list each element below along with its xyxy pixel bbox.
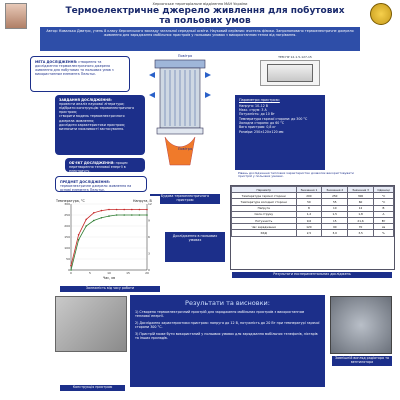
- result-item: 2) Досліджено характеристики пристрою: напруга до 12 В, потужність до 20 Вт при температурі гарячої сторони 300 °C.: [135, 320, 320, 330]
- x-axis-label: Час, хв: [102, 276, 116, 280]
- module-label: TEM HP 12-1.5-127-15: [278, 55, 312, 59]
- author-photo: [5, 3, 27, 29]
- y-axis-label: Температура, °C: [56, 199, 85, 203]
- task-item: дослідити характеристики пристрою;: [59, 122, 126, 127]
- organization: Херсонське територіальне відділення МАН України: [152, 2, 248, 6]
- table-cell: Вт: [373, 217, 393, 223]
- param-item: Потужність: до 10 Вт: [239, 112, 275, 117]
- table-cell: 1,5: [322, 211, 348, 217]
- results-box: [130, 295, 325, 387]
- data-point-U: [146, 214, 148, 216]
- table-cell: 120: [296, 224, 322, 230]
- data-point-T: [131, 209, 133, 211]
- table-cell: ККД: [232, 230, 297, 236]
- table-cell: 3,5: [348, 230, 374, 236]
- data-point-T: [78, 234, 80, 236]
- data-point-T: [139, 209, 141, 211]
- radiator-fan-caption: Зовнішній вигляд радіатора та вентилятора: [332, 356, 392, 366]
- y-tick-label: 0: [68, 268, 70, 272]
- series-line-T: [71, 210, 147, 266]
- construction-photo: [55, 296, 127, 352]
- result-item: 3) Пристрій може бути використаний у польових умовах для заряджання мобільних телефонів, ліхтарів та інших приладів.: [135, 331, 318, 340]
- table-cell: хв: [373, 224, 393, 230]
- table-cell: Температура гарячої сторони: [232, 193, 297, 199]
- result-item: 1) Створено термоелектричний пристрій для заряджання мобільних пристроїв з використанням теплової енергії.: [135, 309, 305, 319]
- data-point-U: [131, 214, 133, 216]
- table-cell: °C: [373, 199, 393, 205]
- data-point-U: [101, 217, 103, 219]
- table-cell: 60: [348, 199, 374, 205]
- y2-tick-label: 9: [148, 218, 150, 223]
- y-tick-label: 50: [66, 257, 70, 261]
- table-header-cell: Значення 1: [296, 187, 322, 193]
- y2-tick-label: 3: [148, 251, 150, 256]
- air-label-bottom: Повітря: [177, 147, 193, 151]
- data-point-U: [93, 220, 95, 222]
- table-header-cell: Одиниці: [373, 187, 393, 193]
- tasks-label: ЗАВДАННЯ ДОСЛІДЖЕННЯ:: [59, 98, 112, 102]
- x-tick-label: 0: [70, 271, 72, 275]
- y2-tick-label: 0: [148, 268, 150, 272]
- table-cell: 90: [322, 224, 348, 230]
- y2-tick-label: 12: [148, 202, 152, 206]
- table-cell: Температура холодної сторони: [232, 199, 297, 205]
- x-tick-label: 10: [107, 271, 111, 275]
- param-item: Макс. струм: 3 А: [239, 108, 267, 113]
- table-cell: В: [373, 205, 393, 211]
- task-item: підібрати конструкцію термоелектричного пристрою;: [59, 106, 135, 115]
- table-cell: 8: [296, 205, 322, 211]
- radiator-fan-photo: [330, 296, 392, 354]
- table-caption: Результати експериментальних досліджень: [232, 272, 392, 278]
- chart-caption: Залежність від часу роботи: [60, 286, 160, 292]
- y-tick-label: 150: [64, 235, 70, 239]
- table-cell: 300: [348, 193, 374, 199]
- data-point-T: [85, 219, 87, 221]
- table-cell: 15: [322, 217, 348, 223]
- table-header-cell: Параметр: [232, 187, 297, 193]
- y-tick-label: 100: [64, 246, 70, 250]
- param-item: Температура гарячої сторони: до 300 °C: [239, 116, 308, 121]
- table-cell: °C: [373, 193, 393, 199]
- data-point-T: [101, 210, 103, 212]
- peltier-module-icon: [267, 64, 313, 82]
- param-item: Вага пристрою: 0,8 кг: [239, 125, 276, 130]
- x-tick-label: 5: [89, 271, 91, 275]
- series-line-U: [71, 215, 147, 270]
- param-item: Холодна сторона: до 60 °C: [239, 120, 285, 125]
- temperature-voltage-chart: [55, 196, 160, 286]
- object-label: ОБ'ЄКТ ДОСЛІДЖЕННЯ:: [69, 161, 115, 165]
- table-cell: А: [373, 211, 393, 217]
- table-cell: 3,0: [322, 230, 348, 236]
- task-item: провести аналіз наукової літератури;: [59, 102, 125, 107]
- data-point-U: [78, 239, 80, 241]
- data-point-U: [108, 215, 110, 217]
- object-box: [65, 158, 145, 172]
- construction-photo-caption: Конструкція пристрою: [60, 385, 125, 391]
- results-table-box: [230, 185, 395, 270]
- objective-text: створення та дослідження термоелектричного джерела живлення для побутових та польових умов з використанням елемента Пельтьє.: [35, 60, 114, 77]
- radiator-top: [155, 60, 205, 68]
- table-cell: Сила струму: [232, 211, 297, 217]
- subject-text: термоелектричне джерело живлення на основі елемента Пельтьє.: [60, 184, 132, 193]
- data-point-T: [123, 209, 125, 211]
- table-cell: 12: [348, 205, 374, 211]
- x-tick-label: 15: [126, 271, 130, 275]
- table-cell: Напруга: [232, 205, 297, 211]
- objective-box: [30, 56, 130, 92]
- param-item: Розміри: 250×120×120 мм: [239, 129, 284, 134]
- logo-icon: [370, 3, 392, 25]
- table-cell: 9,6: [296, 217, 322, 223]
- results-table: [231, 186, 394, 237]
- y-tick-label: 300: [64, 202, 70, 206]
- task-item: визначити можливості застосування.: [59, 126, 125, 131]
- data-point-U: [139, 214, 141, 216]
- parameters-footnote: Рівень дослідження теплових характеристик дозволяє використовувати пристрій у польових умовах.: [238, 171, 354, 179]
- data-point-T: [93, 212, 95, 214]
- device-diagram: [145, 55, 215, 195]
- poster-title: Термоелектричне джерело живлення для побутових та польових умов: [65, 6, 345, 26]
- data-point-T: [116, 209, 118, 211]
- table-cell: 2,5: [296, 230, 322, 236]
- table-cell: 50: [296, 199, 322, 205]
- table-cell: 10: [322, 205, 348, 211]
- field-photo-note: Дослідження в польових умовах: [165, 232, 225, 262]
- y-tick-label: 200: [64, 224, 70, 228]
- air-label-top: Повітря: [177, 54, 193, 58]
- tasks-box: [55, 95, 145, 155]
- table-cell: Час заряджання: [232, 224, 297, 230]
- table-cell: 21,6: [348, 217, 374, 223]
- data-point-U: [85, 225, 87, 227]
- table-cell: 250: [322, 193, 348, 199]
- table-cell: 70: [348, 224, 374, 230]
- data-point-T: [108, 209, 110, 211]
- y2-tick-label: 6: [148, 235, 150, 239]
- parameters-title: Параметри пристрою:: [239, 98, 280, 102]
- table-cell: 200: [296, 193, 322, 199]
- data-point-T: [146, 209, 148, 211]
- task-item: створити модель термоелектричного джерела живлення;: [59, 114, 125, 123]
- table-header-cell: Значення 2: [322, 187, 348, 193]
- authors-banner: Автор: Ковалько Дмитро, учень 8 класу Херсонського закладу загальної середньої освіти. Науковий керівник: вчитель фізики. Запропоновано термоелектричне джерело живлення для заряджання мобільних пристроїв у польових умовах з використанням тепла від нагрівання.: [40, 27, 360, 51]
- object-text: процес перетворення теплової енергії в електричну.: [69, 161, 128, 174]
- results-title: Результати та висновки:: [185, 299, 270, 307]
- y-tick-label: 250: [64, 213, 70, 217]
- parameters-box: [235, 95, 325, 170]
- device-caption: Будова термоелектричного пристрою: [150, 194, 220, 204]
- data-point-U: [123, 214, 125, 216]
- objective-label: МЕТА ДОСЛІДЖЕННЯ:: [35, 60, 78, 64]
- data-point-U: [70, 269, 72, 271]
- peltier-plate: [157, 128, 203, 134]
- table-header-cell: Значення 3: [348, 187, 374, 193]
- x-tick-label: 20: [145, 271, 149, 275]
- table-row: [232, 230, 394, 236]
- subject-label: ПРЕДМЕТ ДОСЛІДЖЕННЯ:: [60, 180, 111, 184]
- table-cell: Потужність: [232, 217, 297, 223]
- table-cell: 1,2: [296, 211, 322, 217]
- table-cell: 1,8: [348, 211, 374, 217]
- table-cell: %: [373, 230, 393, 236]
- data-point-U: [116, 214, 118, 216]
- subject-box: [55, 176, 147, 192]
- table-cell: 55: [322, 199, 348, 205]
- param-item: Напруга: 10–12 В: [239, 103, 268, 108]
- y2-axis-label: Напруга, В: [133, 199, 152, 203]
